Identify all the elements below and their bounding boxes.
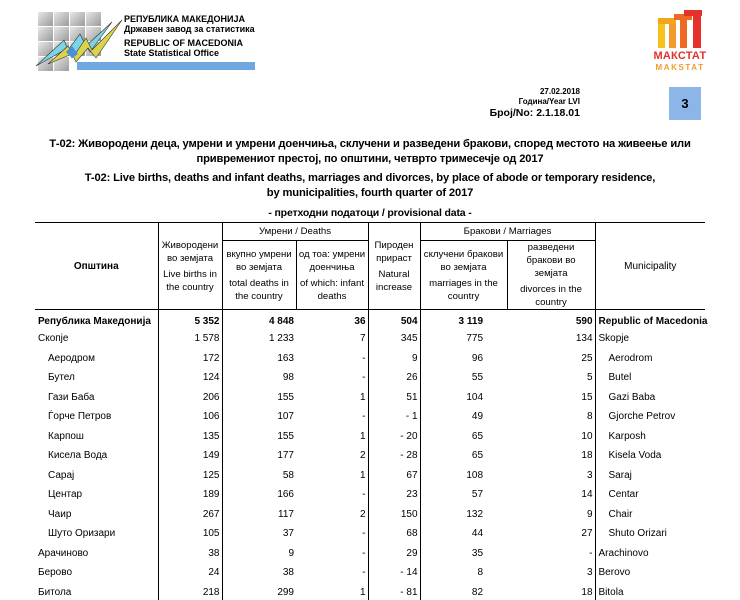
cell-divorces: 18 bbox=[581, 586, 593, 598]
cell-natural-increase: 67 bbox=[368, 466, 420, 486]
cell-infant-deaths: - bbox=[362, 372, 366, 384]
cell-live-births: 1 578 bbox=[158, 329, 222, 349]
cell-infant-deaths: 1 bbox=[359, 586, 366, 598]
cell-infant-deaths: - bbox=[362, 352, 366, 364]
cell-municipality-mk: Гази Баба bbox=[48, 391, 95, 403]
cell-infant-deaths: 36 bbox=[354, 315, 366, 327]
cell-municipality-en: Republic of Macedonia bbox=[595, 310, 705, 330]
cell-municipality-en: Chair bbox=[595, 505, 705, 525]
organization-name bbox=[124, 14, 255, 58]
cell-marriages: 35 bbox=[420, 544, 507, 564]
cell-municipality-mk: Карпош bbox=[48, 430, 84, 442]
cell-live-births: 135 bbox=[158, 427, 222, 447]
cell-municipality-en: Aerodrom bbox=[595, 349, 705, 369]
cell-natural-increase: - 1 bbox=[368, 407, 420, 427]
cell-municipality-mk: Арачиново bbox=[38, 547, 89, 559]
cell-natural-increase: 504 bbox=[368, 310, 420, 330]
org-mk-line1: РЕПУБЛИКА МАКЕДОНИЈА bbox=[124, 14, 245, 24]
cell-municipality-mk: Битола bbox=[38, 586, 72, 598]
cell-municipality-mk: Република Македонија bbox=[38, 315, 151, 327]
cell-municipality-en: Kisela Voda bbox=[595, 446, 705, 466]
cell-total-deaths: 166 bbox=[222, 485, 296, 505]
cell-natural-increase: - 14 bbox=[368, 563, 420, 583]
table-row bbox=[35, 310, 705, 330]
cell-divorces: 14 bbox=[581, 489, 593, 501]
cell-municipality-mk: Берово bbox=[38, 567, 73, 579]
cell-divorces: 3 bbox=[586, 469, 593, 481]
cell-total-deaths: 163 bbox=[222, 349, 296, 369]
table-row bbox=[35, 485, 705, 505]
cell-marriages: 44 bbox=[420, 524, 507, 544]
cell-infant-deaths: - bbox=[362, 411, 366, 423]
table-row bbox=[35, 329, 705, 349]
cell-municipality-en: Skopje bbox=[595, 329, 705, 349]
cell-infant-deaths: 2 bbox=[359, 508, 366, 520]
brand-secondary: MAKSTAT bbox=[655, 63, 705, 72]
header-deaths-group: Умрени / Deaths bbox=[222, 223, 368, 241]
table-row bbox=[35, 388, 705, 408]
cell-municipality-en: Butel bbox=[595, 368, 705, 388]
page-number-badge: 3 bbox=[669, 87, 701, 120]
cell-divorces: - bbox=[589, 547, 593, 559]
header-municipality-mk: Општина bbox=[35, 223, 158, 310]
cell-municipality-en: Shuto Orizari bbox=[595, 524, 705, 544]
cell-municipality-mk: Кисела Вода bbox=[48, 450, 108, 462]
cell-natural-increase: 29 bbox=[368, 544, 420, 564]
table-row bbox=[35, 407, 705, 427]
cell-marriages: 55 bbox=[420, 368, 507, 388]
cell-natural-increase: 68 bbox=[368, 524, 420, 544]
cell-infant-deaths: 1 bbox=[359, 391, 366, 403]
cell-municipality-en: Gazi Baba bbox=[595, 388, 705, 408]
cell-divorces: 134 bbox=[575, 333, 593, 345]
cell-municipality-mk: Бутел bbox=[48, 372, 75, 384]
title-en-line2: by municipalities, fourth quarter of 2017 bbox=[266, 186, 474, 199]
cell-municipality-mk: Шуто Оризари bbox=[48, 528, 116, 540]
table-row bbox=[35, 466, 705, 486]
table-row bbox=[35, 544, 705, 564]
cell-live-births: 24 bbox=[158, 563, 222, 583]
cell-live-births: 106 bbox=[158, 407, 222, 427]
cell-divorces: 27 bbox=[581, 528, 593, 540]
header-infant-deaths: од тоа: умрени доенчиња of which: infant deaths bbox=[296, 241, 368, 310]
cell-divorces: 3 bbox=[586, 567, 593, 579]
cell-municipality-en: Berovo bbox=[595, 563, 705, 583]
cell-marriages: 132 bbox=[420, 505, 507, 525]
cell-total-deaths: 155 bbox=[222, 427, 296, 447]
cell-marriages: 104 bbox=[420, 388, 507, 408]
cell-marriages: 8 bbox=[420, 563, 507, 583]
table-row bbox=[35, 583, 705, 600]
cell-infant-deaths: 1 bbox=[359, 469, 366, 481]
org-mk-line2: Државен завод за статистика bbox=[124, 24, 255, 34]
table-row bbox=[35, 368, 705, 388]
cell-live-births: 38 bbox=[158, 544, 222, 564]
cell-municipality-en: Gjorche Petrov bbox=[595, 407, 705, 427]
cell-natural-increase: 345 bbox=[368, 329, 420, 349]
cell-municipality-en: Centar bbox=[595, 485, 705, 505]
cell-municipality-mk: Сарај bbox=[48, 469, 75, 481]
cell-natural-increase: 9 bbox=[368, 349, 420, 369]
cell-municipality-mk: Скопје bbox=[38, 333, 69, 345]
cell-total-deaths: 58 bbox=[222, 466, 296, 486]
cell-infant-deaths: - bbox=[362, 489, 366, 501]
cell-divorces: 5 bbox=[586, 372, 593, 384]
publication-date: 27.02.2018 bbox=[539, 87, 580, 96]
cell-divorces: 25 bbox=[581, 352, 593, 364]
statistics-table bbox=[35, 222, 708, 600]
cell-total-deaths: 1 233 bbox=[222, 329, 296, 349]
table-title bbox=[0, 137, 740, 221]
cell-natural-increase: - 28 bbox=[368, 446, 420, 466]
cell-natural-increase: 51 bbox=[368, 388, 420, 408]
makstat-logo bbox=[650, 10, 710, 76]
makstat-bars-icon bbox=[658, 10, 702, 48]
cell-live-births: 5 352 bbox=[158, 310, 222, 330]
cell-natural-increase: - 81 bbox=[368, 583, 420, 600]
cell-infant-deaths: 7 bbox=[359, 333, 366, 345]
cell-marriages: 775 bbox=[420, 329, 507, 349]
cell-total-deaths: 117 bbox=[222, 505, 296, 525]
cell-total-deaths: 155 bbox=[222, 388, 296, 408]
provisional-note: - претходни податоци / provisional data - bbox=[268, 207, 472, 219]
cell-marriages: 57 bbox=[420, 485, 507, 505]
publication-issue: Број/No: 2.1.18.01 bbox=[489, 107, 580, 119]
org-en-line2: State Statistical Office bbox=[124, 48, 220, 58]
org-en-line1: REPUBLIC OF MACEDONIA bbox=[124, 38, 243, 48]
cell-live-births: 267 bbox=[158, 505, 222, 525]
cell-live-births: 206 bbox=[158, 388, 222, 408]
cell-live-births: 149 bbox=[158, 446, 222, 466]
title-mk-line1: Т-02: Живородени деца, умрени и умрени доенчиња, склучени и разведени бракови, според местото на живеење или bbox=[49, 138, 691, 150]
header-divorces: разведени бракови во земјата divorces in the country bbox=[507, 241, 595, 310]
cell-total-deaths: 107 bbox=[222, 407, 296, 427]
cell-municipality-en: Karposh bbox=[595, 427, 705, 447]
cell-total-deaths: 37 bbox=[222, 524, 296, 544]
header-total-deaths: вкупно умрени во земјата total deaths in the country bbox=[222, 241, 296, 310]
cell-natural-increase: 150 bbox=[368, 505, 420, 525]
table-row bbox=[35, 349, 705, 369]
cell-marriages: 3 119 bbox=[420, 310, 507, 330]
header-marriages-group: Бракови / Marriages bbox=[420, 223, 595, 241]
cell-municipality-mk: Ѓорче Петров bbox=[48, 411, 112, 423]
cell-total-deaths: 177 bbox=[222, 446, 296, 466]
header-municipality-en: Municipality bbox=[595, 223, 705, 310]
cell-municipality-en: Saraj bbox=[595, 466, 705, 486]
header-natural-increase: Пироден прираст Natural increase bbox=[368, 223, 420, 310]
cell-total-deaths: 98 bbox=[222, 368, 296, 388]
cell-total-deaths: 9 bbox=[222, 544, 296, 564]
table-row bbox=[35, 563, 705, 583]
cell-marriages: 65 bbox=[420, 446, 507, 466]
cell-divorces: 8 bbox=[586, 411, 593, 423]
header-live-births: Живородени во земјата Live births in the country bbox=[158, 223, 222, 310]
publication-year: Година/Year LVI bbox=[518, 97, 580, 106]
table-row bbox=[35, 505, 705, 525]
title-mk-line2: привремениот престој, по општини, четврто тримесечје од 2017 bbox=[196, 152, 544, 165]
cell-infant-deaths: 2 bbox=[359, 450, 366, 462]
table-row bbox=[35, 446, 705, 466]
cell-natural-increase: 23 bbox=[368, 485, 420, 505]
table-row bbox=[35, 427, 705, 447]
publication-info bbox=[490, 87, 580, 120]
cell-total-deaths: 299 bbox=[222, 583, 296, 600]
cell-infant-deaths: - bbox=[362, 528, 366, 540]
cell-municipality-mk: Аеродром bbox=[48, 352, 95, 364]
cell-marriages: 82 bbox=[420, 583, 507, 600]
cell-municipality-mk: Чаир bbox=[48, 508, 72, 520]
cell-marriages: 65 bbox=[420, 427, 507, 447]
cell-infant-deaths: 1 bbox=[359, 430, 366, 442]
cell-total-deaths: 4 848 bbox=[222, 310, 296, 330]
cell-live-births: 105 bbox=[158, 524, 222, 544]
cell-live-births: 189 bbox=[158, 485, 222, 505]
cell-live-births: 218 bbox=[158, 583, 222, 600]
cell-marriages: 49 bbox=[420, 407, 507, 427]
cell-live-births: 172 bbox=[158, 349, 222, 369]
table-row bbox=[35, 524, 705, 544]
cell-divorces: 15 bbox=[581, 391, 593, 403]
cell-divorces: 18 bbox=[581, 450, 593, 462]
cell-municipality-en: Bitola bbox=[595, 583, 705, 600]
cell-infant-deaths: - bbox=[362, 547, 366, 559]
cell-municipality-en: Arachinovo bbox=[595, 544, 705, 564]
header-accent-bar bbox=[77, 62, 255, 70]
header-marriages: склучени бракови во земјата marriages in the country bbox=[420, 241, 507, 310]
cell-divorces: 9 bbox=[586, 508, 593, 520]
cell-natural-increase: - 20 bbox=[368, 427, 420, 447]
brand-primary: МАКСТАТ bbox=[653, 50, 707, 62]
cell-live-births: 125 bbox=[158, 466, 222, 486]
cell-live-births: 124 bbox=[158, 368, 222, 388]
cell-natural-increase: 26 bbox=[368, 368, 420, 388]
cell-total-deaths: 38 bbox=[222, 563, 296, 583]
cell-municipality-mk: Центар bbox=[48, 489, 83, 501]
cell-divorces: 10 bbox=[581, 430, 593, 442]
cell-marriages: 108 bbox=[420, 466, 507, 486]
cell-infant-deaths: - bbox=[362, 567, 366, 579]
cell-marriages: 96 bbox=[420, 349, 507, 369]
title-en-line1: T-02: Live births, deaths and infant deaths, marriages and divorces, by place of abode or temporary residence, bbox=[84, 172, 656, 184]
cell-divorces: 590 bbox=[575, 315, 593, 327]
